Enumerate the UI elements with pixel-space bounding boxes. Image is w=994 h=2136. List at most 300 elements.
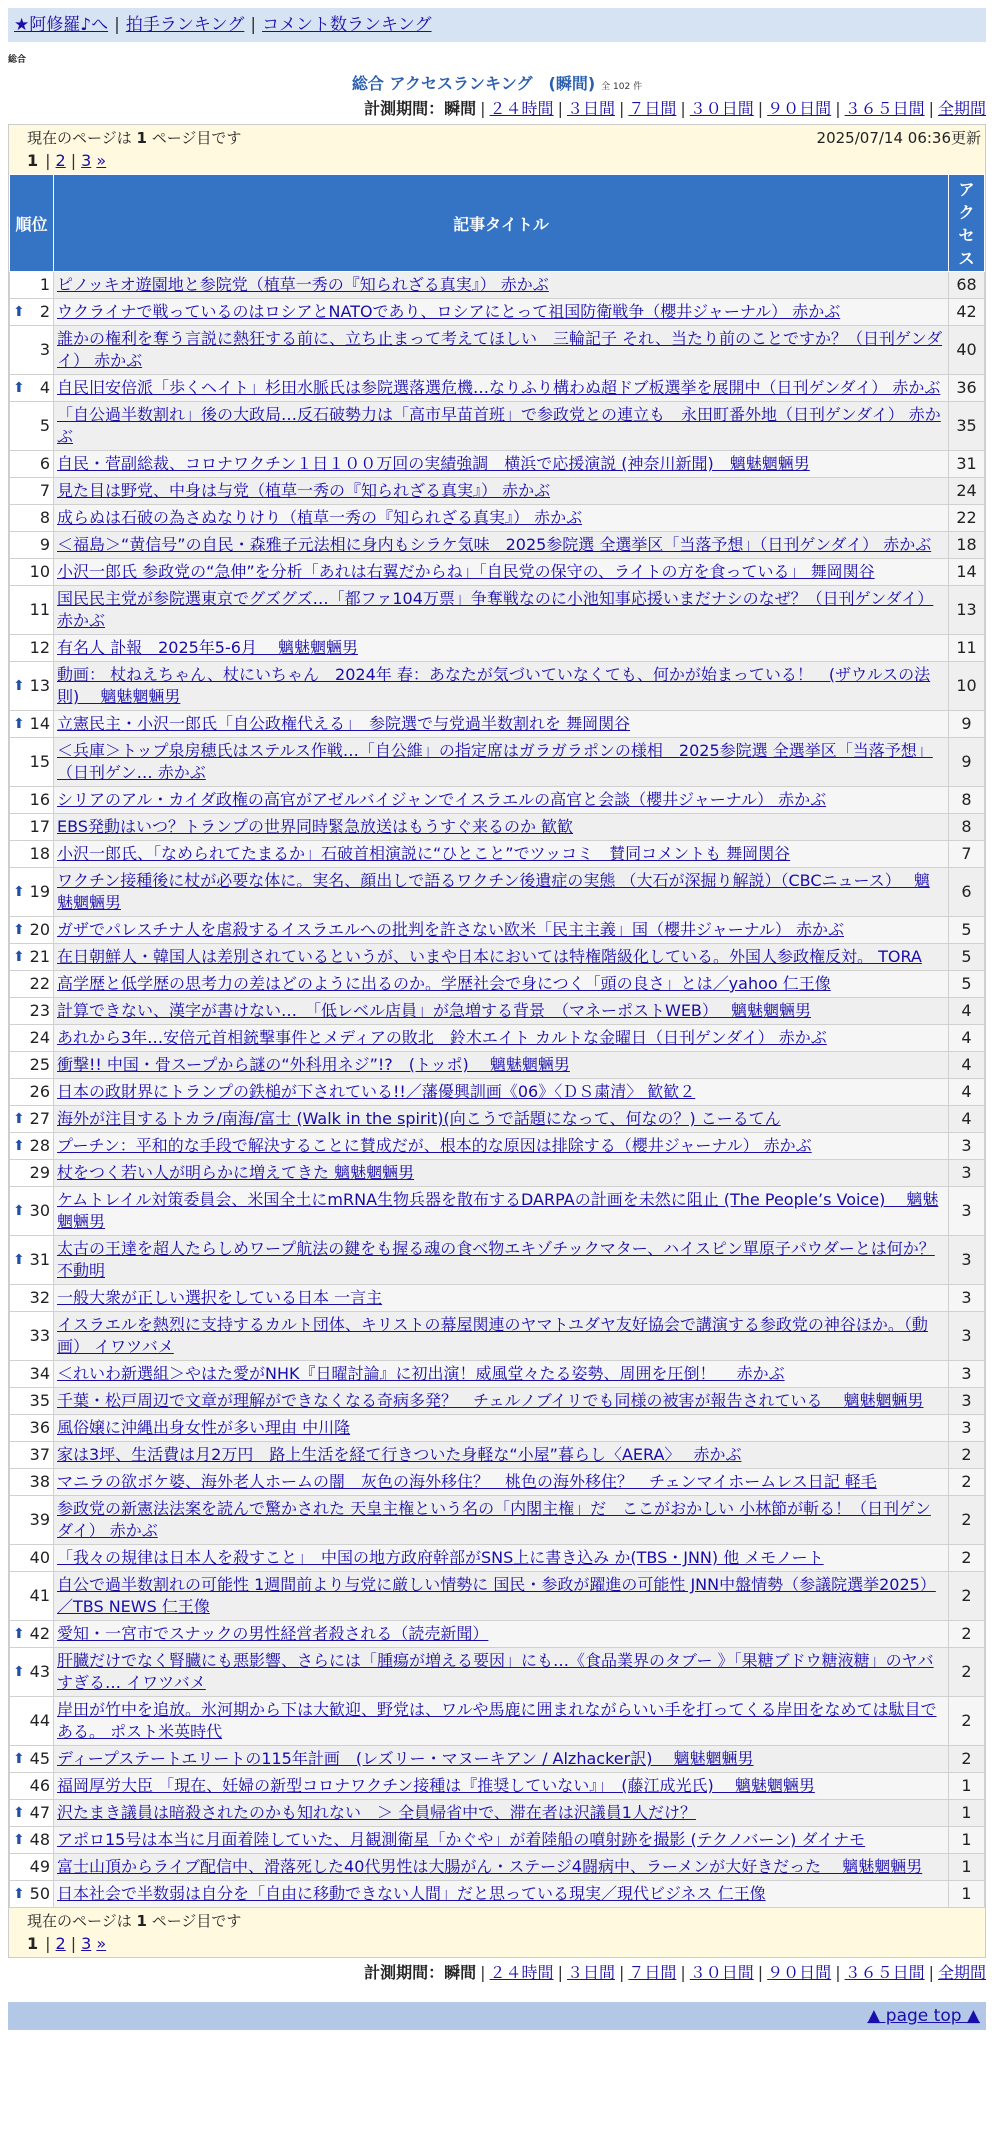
period-current: 瞬間 (444, 1963, 477, 1982)
access-count: 8 (949, 787, 985, 814)
title-cell (54, 326, 949, 375)
page-title-text: 総合 アクセスランキング (瞬間) (351, 74, 596, 93)
rank-up-icon: ⬆ (13, 304, 25, 320)
clap-ranking-link[interactable]: 拍手ランキング (125, 15, 245, 35)
access-count: 3 (949, 1160, 985, 1187)
article-link[interactable]: 愛知・一宮市でスナックの男性経営者殺される（読売新聞） (57, 1624, 489, 1643)
title-cell (54, 1496, 949, 1545)
access-count: 31 (949, 451, 985, 478)
rank-cell (10, 971, 54, 998)
rank-up-icon: ⬆ (13, 1751, 25, 1767)
article-link[interactable]: 福岡厚労大臣 「現在、妊婦の新型コロナワクチン接種は『推奨していない』」 (藤江成光氏) 魑魅魍魎男 (57, 1776, 815, 1795)
title-cell (54, 1079, 949, 1106)
access-count: 1 (949, 1773, 985, 1800)
title-cell (54, 944, 949, 971)
header-rank: 順位 (10, 175, 54, 272)
rank-cell (10, 711, 54, 738)
access-count: 9 (949, 711, 985, 738)
rank-number: 25 (29, 1055, 50, 1074)
access-count: 18 (949, 532, 985, 559)
article-link[interactable]: ケムトレイル対策委員会、米国全土にmRNA生物兵器を散布するDARPAの計画を未然に阻止 (The People’s Voice) 魑魅魍魎男 (57, 1190, 939, 1231)
title-cell (54, 1827, 949, 1854)
title-cell (54, 662, 949, 711)
page-top-bar (8, 2002, 986, 2030)
rank-cell (10, 1773, 54, 1800)
rank-number: 31 (29, 1250, 50, 1269)
access-count: 11 (949, 635, 985, 662)
rank-cell (10, 1854, 54, 1881)
rank-cell (10, 299, 54, 326)
pager-link[interactable]: 3 (81, 151, 92, 170)
rank-up-icon: ⬆ (13, 884, 25, 900)
period-link[interactable]: ７日間 (628, 99, 677, 118)
title-cell (54, 1572, 949, 1621)
article-link[interactable]: 沢たまき議員は暗殺されたのかも知れない ＞ 全員帰省中で、滞在者は沢議員1人だけ？ (57, 1803, 696, 1822)
info-bar (9, 125, 985, 151)
period-current: 瞬間 (444, 99, 477, 118)
article-link[interactable]: 「我々の規律は日本人を殺すこと」 中国の地方政府幹部がSNS上に書き込み か(TBS・JNN) 他 メモノート (57, 1548, 824, 1567)
article-link[interactable]: 計算できない、漢字が書けない… 「低レベル店員」が急増する背景 （マネーポストWEB） 魑魅魍魎男 (57, 1001, 811, 1020)
table-row (10, 451, 985, 478)
rank-cell (10, 1572, 54, 1621)
rank-cell (10, 814, 54, 841)
article-link[interactable]: 見た目は野党、中身は与党（植草一秀の『知られざる真実』） 赤かぶ (57, 481, 551, 500)
rank-number: 21 (29, 947, 50, 966)
top-nav (8, 8, 986, 42)
table-row (10, 1827, 985, 1854)
period-separator: | (757, 99, 764, 118)
rank-cell (10, 1469, 54, 1496)
rank-cell (10, 1025, 54, 1052)
article-link[interactable]: 国民民主党が参院選東京でグズグズ…「都ファ104万票」争奪戦なのに小池知事応援いまだナシのなぜ？（日刊ゲンダイ） 赤かぶ (57, 589, 934, 630)
access-count: 36 (949, 375, 985, 402)
article-link[interactable]: ワクチン接種後に杖が必要な体に。実名、顔出しで語るワクチン後遺症の実態 （大石が深掘り解説）（CBCニュース） 魑魅魍魎男 (57, 871, 930, 912)
page-info-num: 1 (136, 129, 147, 147)
table-row (10, 272, 985, 299)
period-separator: | (928, 99, 934, 118)
title-cell (54, 1621, 949, 1648)
rank-cell (10, 1388, 54, 1415)
rank-cell (10, 505, 54, 532)
article-link[interactable]: イスラエルを熱烈に支持するカルト団体、キリストの幕屋関連のヤマトユダヤ友好協会で講演する参政党の神谷ほか。（動画） イワツバメ (57, 1315, 928, 1356)
home-link[interactable]: ★阿修羅♪へ (14, 15, 109, 35)
rank-number: 5 (39, 416, 50, 435)
rank-number: 24 (29, 1028, 50, 1047)
title-cell (54, 1106, 949, 1133)
rank-up-icon: ⬆ (13, 1805, 25, 1821)
pager-next[interactable]: » (96, 1934, 107, 1953)
article-link[interactable]: マニラの欲ボケ婆、海外老人ホームの闇 灰色の海外移住？ 桃色の海外移住？ チェンマイホームレス日記 軽毛 (57, 1472, 877, 1491)
table-row (10, 1697, 985, 1746)
article-link[interactable]: 海外が注目するトカラ/南海/富士 (Walk in the spirit)(向こうで話題になって、何なの？) こーるてん (57, 1109, 781, 1128)
article-link[interactable]: 太古の王達を超人たらしめワープ航法の鍵をも握る魂の食べ物エキゾチックマター、ハイスピン單原子パウダーとは何か？ 不動明 (57, 1239, 935, 1280)
article-link[interactable]: 立憲民主・小沢一郎氏「自公政権代える」 参院選で与党過半数割れを 舞岡関谷 (57, 714, 631, 733)
title-cell (54, 1285, 949, 1312)
article-link[interactable]: ＜れいわ新選組＞やはた愛がNHK『日曜討論』に初出演！威風堂々たる姿勢、周囲を圧倒！ 赤かぶ (57, 1364, 785, 1383)
table-row (10, 326, 985, 375)
title-cell (54, 559, 949, 586)
rank-number: 18 (29, 844, 50, 863)
rank-number: 30 (29, 1201, 50, 1220)
table-row (10, 868, 985, 917)
table-row (10, 1160, 985, 1187)
rank-number: 13 (29, 676, 50, 695)
rank-number: 10 (29, 562, 50, 581)
pager-separator: | (45, 1934, 51, 1953)
article-link[interactable]: ＜福島＞“黄信号”の自民・森雅子元法相に身内もシラケ気味 2025参院選 全選挙区「当落予想」（日刊ゲンダイ） 赤かぶ (57, 535, 932, 554)
rank-up-icon: ⬆ (13, 1252, 25, 1268)
rank-number: 8 (39, 508, 50, 527)
access-count: 9 (949, 738, 985, 787)
period-link[interactable]: ３０日間 (689, 99, 754, 118)
article-link[interactable]: 動画： 杖ねえちゃん、杖にいちゃん 2024年 春：あなたが気づいていなくても、何かが始まっている！ (ザウルスの法則) 魑魅魍魎男 (57, 665, 931, 706)
rank-cell (10, 1746, 54, 1773)
table-row (10, 1106, 985, 1133)
article-link[interactable]: 自公で過半数割れの可能性 1週間前より与党に厳しい情勢に 国民・参政が躍進の可能性 JNN中盤情勢（参議院選挙2025）／TBS NEWS 仁王像 (57, 1575, 936, 1616)
rank-cell (10, 1545, 54, 1572)
rank-number: 28 (29, 1136, 50, 1155)
period-link[interactable]: ３０日間 (689, 1963, 754, 1982)
article-link[interactable]: 風俗嬢に沖縄出身女性が多い理由 中川隆 (57, 1418, 351, 1437)
rank-cell (10, 944, 54, 971)
nav-separator: | (250, 15, 257, 35)
pager-current: 1 (27, 151, 39, 170)
article-link[interactable]: 杖をつく若い人が明らかに増えてきた 魑魅魍魎男 (57, 1163, 415, 1182)
access-count: 14 (949, 559, 985, 586)
table-row (10, 1312, 985, 1361)
rank-cell (10, 1621, 54, 1648)
rank-number: 38 (29, 1472, 50, 1491)
article-link[interactable]: 小沢一郎氏、「なめられてたまるか」石破首相演説に“ひとこと”でツッコミ 賛同コメントも 舞岡関谷 (57, 844, 791, 863)
rank-cell (10, 1648, 54, 1697)
article-link[interactable]: 有名人 訃報 2025年5-6月 魑魅魍魎男 (57, 638, 359, 657)
current-page-info-bottom (27, 1910, 241, 1932)
period-link[interactable]: ９０日間 (767, 1963, 832, 1982)
table-row (10, 1052, 985, 1079)
rank-cell (10, 451, 54, 478)
rank-cell (10, 662, 54, 711)
article-link[interactable]: 小沢一郎氏 参政党の“急伸”を分析「あれは右翼だからね」「自民党の保守の、ライトの方を食っている」 舞岡関谷 (57, 562, 875, 581)
access-count: 2 (949, 1621, 985, 1648)
period-separator: | (757, 1963, 764, 1982)
table-row (10, 1025, 985, 1052)
article-link[interactable]: あれから3年…安倍元首相銃撃事件とメディアの敗北 鈴木エイト カルトな金曜日（日刊ゲンダイ） 赤かぶ (57, 1028, 827, 1047)
table-row (10, 738, 985, 787)
table-row (10, 1746, 985, 1773)
rank-up-icon: ⬆ (13, 1203, 25, 1219)
title-cell (54, 917, 949, 944)
table-row (10, 586, 985, 635)
rank-number: 33 (29, 1326, 50, 1345)
period-link[interactable]: ３６５日間 (844, 1963, 925, 1982)
rank-number: 35 (29, 1391, 50, 1410)
article-link[interactable]: 自民旧安倍派「歩くヘイト」杉田水脈氏は参院選落選危機…なりふり構わぬ超ドブ板選挙を展開中（日刊ゲンダイ） 赤かぶ (57, 378, 941, 397)
rank-up-icon: ⬆ (13, 1832, 25, 1848)
access-count: 10 (949, 662, 985, 711)
rank-cell (10, 1312, 54, 1361)
access-count: 3 (949, 1236, 985, 1285)
period-link[interactable]: ３日間 (566, 99, 615, 118)
access-count: 3 (949, 1415, 985, 1442)
rank-cell (10, 1442, 54, 1469)
period-link[interactable]: ２４時間 (489, 1963, 554, 1982)
rank-number: 14 (29, 714, 50, 733)
rank-number: 11 (29, 600, 50, 619)
pager-link[interactable]: 2 (55, 151, 66, 170)
article-link[interactable]: アポロ15号は本当に月面着陸していた、月観測衛星「かぐや」が着陸船の噴射跡を撮影 (テクノバーン) ダイナモ (57, 1830, 866, 1849)
access-count: 6 (949, 868, 985, 917)
title-cell (54, 1545, 949, 1572)
article-link[interactable]: 「自公過半数割れ」後の大政局…反石破勢力は「高市早苗首班」で参政党との連立も 永田町番外地（日刊ゲンダイ） 赤かぶ (57, 405, 941, 446)
title-cell (54, 1160, 949, 1187)
article-link[interactable]: 成らぬは石破の為さぬなりけり（植草一秀の『知られざる真実』） 赤かぶ (57, 508, 583, 527)
access-count: 3 (949, 1133, 985, 1160)
rank-number: 49 (29, 1857, 50, 1876)
rank-cell (10, 787, 54, 814)
page-info-post: ページ目です (151, 129, 242, 147)
access-count: 5 (949, 971, 985, 998)
title-cell (54, 1312, 949, 1361)
title-cell (54, 299, 949, 326)
table-row (10, 814, 985, 841)
article-link[interactable]: 千葉・松戸周辺で文章が理解ができなくなる奇病多発？ チェルノブイリでも同様の被害が報告されている 魑魅魍魎男 (57, 1391, 924, 1410)
rank-cell (10, 1236, 54, 1285)
rank-number: 20 (29, 920, 50, 939)
rank-cell (10, 1827, 54, 1854)
rank-cell (10, 559, 54, 586)
access-count: 2 (949, 1697, 985, 1746)
table-row (10, 1496, 985, 1545)
article-link[interactable]: 岸田が竹中を追放。氷河期から下は大歓迎、野党は、ワルや馬鹿に囲まれながらいい手を打ってくる岸田をなめては駄目である。 ポスト米英時代 (57, 1700, 937, 1741)
rank-cell (10, 1415, 54, 1442)
table-row (10, 1442, 985, 1469)
article-link[interactable]: 在日朝鮮人・韓国人は差別されているというが、いまや日本においては特権階級化している。外国人参政権反対。 TORA (57, 947, 922, 966)
rank-number: 50 (29, 1884, 50, 1903)
period-link[interactable]: 全期間 (937, 99, 986, 118)
article-link[interactable]: ディープステートエリートの115年計画 (レズリー・マヌーキアン / Alzhacker訳) 魑魅魍魎男 (57, 1749, 754, 1768)
access-count: 5 (949, 917, 985, 944)
article-link[interactable]: 自民・菅副総裁、コロナワクチン１日１００万回の実績強調 横浜で応援演説 (神奈川新聞) 魑魅魍魎男 (57, 454, 810, 473)
article-link[interactable]: 富士山頂からライブ配信中、滑落死した40代男性は大腸がん・ステージ4闘病中、ラーメンが大好きだった 魑魅魍魎男 (57, 1857, 923, 1876)
title-cell (54, 532, 949, 559)
article-link[interactable]: 高学歴と低学歴の思考力の差はどのように出るのか。学歴社会で身につく「頭の良さ」とは／yahoo 仁王像 (57, 974, 831, 993)
table-row (10, 944, 985, 971)
page-info-pre: 現在のページは (27, 129, 132, 147)
rank-cell (10, 1361, 54, 1388)
pager-link[interactable]: 3 (81, 1934, 92, 1953)
table-row (10, 299, 985, 326)
rank-number: 27 (29, 1109, 50, 1128)
rank-cell (10, 1133, 54, 1160)
rank-up-icon: ⬆ (13, 1626, 25, 1642)
period-separator: | (680, 99, 686, 118)
title-cell (54, 998, 949, 1025)
access-count: 4 (949, 998, 985, 1025)
article-link[interactable]: ピノッキオ遊園地と参院党（植草一秀の『知られざる真実』） 赤かぶ (57, 275, 549, 294)
comment-ranking-link[interactable]: コメント数ランキング (262, 15, 432, 35)
title-cell (54, 1236, 949, 1285)
rank-number: 39 (29, 1510, 50, 1529)
rank-number: 29 (29, 1163, 50, 1182)
period-selector-top (8, 96, 986, 122)
rank-cell (10, 868, 54, 917)
page-info-pre: 現在のページは (27, 1912, 132, 1930)
article-link[interactable]: ＜兵庫＞トップ泉房穂氏はステルス作戦…「自公維」の指定席はガラガラポンの様相 2025参院選 全選挙区「当落予想」（日刊ゲン… 赤かぶ (57, 741, 933, 782)
header-access: アクセス (949, 175, 985, 272)
rank-number: 23 (29, 1001, 50, 1020)
rank-number: 4 (39, 378, 50, 397)
access-count: 22 (949, 505, 985, 532)
access-count: 2 (949, 1572, 985, 1621)
article-link[interactable]: 一般大衆が正しい選択をしている日本 一言主 (57, 1288, 383, 1307)
access-count: 3 (949, 1361, 985, 1388)
title-cell (54, 1881, 949, 1908)
table-row (10, 1187, 985, 1236)
article-link[interactable]: EBS発動はいつ？トランプの世界同時緊急放送はもうすぐ来るのか 歓歓 (57, 817, 574, 836)
period-separator: | (557, 1963, 563, 1982)
rank-number: 2 (39, 302, 50, 321)
title-cell (54, 787, 949, 814)
rank-number: 41 (29, 1586, 50, 1605)
period-link[interactable]: ３日間 (566, 1963, 615, 1982)
article-link[interactable]: ガザでパレスチナ人を虐殺するイスラエルへの批判を許さない欧米「民主主義」国（櫻井ジャーナル） 赤かぶ (57, 920, 845, 939)
title-cell (54, 814, 949, 841)
access-count: 68 (949, 272, 985, 299)
period-link[interactable]: ２４時間 (489, 99, 554, 118)
rank-number: 3 (39, 340, 50, 359)
rank-cell (10, 1052, 54, 1079)
table-row (10, 1545, 985, 1572)
title-cell (54, 635, 949, 662)
article-link[interactable]: 日本社会で半数弱は自分を「自由に移動できない人間」だと思っている現実／現代ビジネス 仁王像 (57, 1884, 766, 1903)
rank-cell (10, 1800, 54, 1827)
title-cell (54, 272, 949, 299)
rank-cell (10, 272, 54, 299)
rank-cell (10, 998, 54, 1025)
pager-link[interactable]: 2 (55, 1934, 66, 1953)
rank-cell (10, 375, 54, 402)
rank-cell (10, 738, 54, 787)
period-label: 計測期間： (364, 99, 445, 118)
title-cell (54, 738, 949, 787)
rank-number: 22 (29, 974, 50, 993)
access-count: 1 (949, 1881, 985, 1908)
title-cell (54, 1052, 949, 1079)
rank-number: 47 (29, 1803, 50, 1822)
period-link[interactable]: 全期間 (937, 1963, 986, 1982)
period-separator: | (557, 99, 563, 118)
rank-number: 15 (29, 752, 50, 771)
table-row (10, 787, 985, 814)
page-info-post: ページ目です (151, 1912, 242, 1930)
title-cell (54, 711, 949, 738)
pager-current: 1 (27, 1934, 39, 1953)
title-cell (54, 375, 949, 402)
rank-cell (10, 1881, 54, 1908)
rank-number: 44 (29, 1711, 50, 1730)
pager-bottom (9, 1934, 985, 1957)
rank-number: 46 (29, 1776, 50, 1795)
access-count: 35 (949, 402, 985, 451)
period-separator: | (835, 1963, 841, 1982)
current-page-info (27, 127, 241, 149)
title-cell (54, 451, 949, 478)
period-label: 計測期間： (364, 1963, 445, 1982)
access-count: 1 (949, 1800, 985, 1827)
access-count: 2 (949, 1442, 985, 1469)
article-link[interactable]: 誰かの権利を奪う言説に熱狂する前に、立ち止まって考えてほしい 三輪記子 それ、当たり前のことですか？（日刊ゲンダイ） 赤かぶ (57, 329, 943, 370)
rank-number: 1 (39, 275, 50, 294)
table-row (10, 375, 985, 402)
article-link[interactable]: 肝臓だけでなく腎臓にも悪影響、さらには「腫瘍が増える要因」にも…《食品業界のタブー 》「果糖ブドウ糖液糖」のヤバすぎる… イワツバメ (57, 1651, 934, 1692)
access-count: 4 (949, 1079, 985, 1106)
rank-number: 40 (29, 1548, 50, 1567)
rank-up-icon: ⬆ (13, 1138, 25, 1154)
pager-separator: | (45, 151, 51, 170)
access-count: 3 (949, 1187, 985, 1236)
info-bar-bottom (9, 1908, 985, 1934)
access-count: 2 (949, 1648, 985, 1697)
article-link[interactable]: シリアのアル・カイダ政権の高官がアゼルバイジャンでイスラエルの高官と会談（櫻井ジャーナル） 赤かぶ (57, 790, 827, 809)
rank-cell (10, 917, 54, 944)
article-link[interactable]: 日本の政財界にトランプの鉄槌が下されている!!／藩優興訓画《06》〈ＤＳ粛清〉 歓歓２ (57, 1082, 696, 1101)
article-link[interactable]: ウクライナで戦っているのはロシアとNATOであり、ロシアにとって祖国防衛戦争（櫻井ジャーナル） 赤かぶ (57, 302, 841, 321)
table-row (10, 1133, 985, 1160)
title-cell (54, 1415, 949, 1442)
title-cell (54, 1187, 949, 1236)
rank-number: 43 (29, 1662, 50, 1681)
rank-number: 37 (29, 1445, 50, 1464)
rank-cell (10, 532, 54, 559)
rank-cell (10, 478, 54, 505)
page-top-link[interactable]: ▲ page top ▲ (867, 2006, 980, 2026)
rank-cell (10, 1106, 54, 1133)
access-count: 3 (949, 1285, 985, 1312)
article-link[interactable]: 参政党の新憲法法案を読んで驚かされた 天皇主権という名の「内閣主権」だ ここがおかしい 小林節が斬る！（日刊ゲンダイ） 赤かぶ (57, 1499, 931, 1540)
updated-timestamp: 2025/07/14 06:36更新 (816, 129, 981, 147)
rank-cell (10, 1079, 54, 1106)
period-separator: | (835, 99, 841, 118)
title-cell (54, 1388, 949, 1415)
article-link[interactable]: 家は3坪、生活費は月2万円 路上生活を経て行きついた身軽な“小屋”暮らし〈AERA〉 赤かぶ (57, 1445, 742, 1464)
ranking-box (8, 124, 986, 1958)
page-info-num: 1 (136, 1912, 147, 1930)
title-cell (54, 1746, 949, 1773)
period-link[interactable]: ３６５日間 (844, 99, 925, 118)
rank-up-icon: ⬆ (13, 1664, 25, 1680)
rank-up-icon: ⬆ (13, 949, 25, 965)
title-cell (54, 868, 949, 917)
title-cell (54, 505, 949, 532)
table-row (10, 841, 985, 868)
pager-next[interactable]: » (96, 151, 107, 170)
title-cell (54, 402, 949, 451)
rank-cell (10, 1285, 54, 1312)
page-title (0, 71, 994, 94)
table-row (10, 1881, 985, 1908)
table-row (10, 971, 985, 998)
access-count: 5 (949, 944, 985, 971)
access-count: 2 (949, 1746, 985, 1773)
period-separator: | (480, 1963, 486, 1982)
table-row (10, 532, 985, 559)
period-link[interactable]: ９０日間 (767, 99, 832, 118)
article-link[interactable]: 衝撃!! 中国・骨スープから謎の“外科用ネジ”!? (トッポ) 魑魅魍魎男 (57, 1055, 570, 1074)
access-count: 8 (949, 814, 985, 841)
table-row (10, 402, 985, 451)
period-link[interactable]: ７日間 (628, 1963, 677, 1982)
article-link[interactable]: プーチン：平和的な手段で解決することに賛成だが、根本的な原因は排除する（櫻井ジャーナル） 赤かぶ (57, 1136, 812, 1155)
